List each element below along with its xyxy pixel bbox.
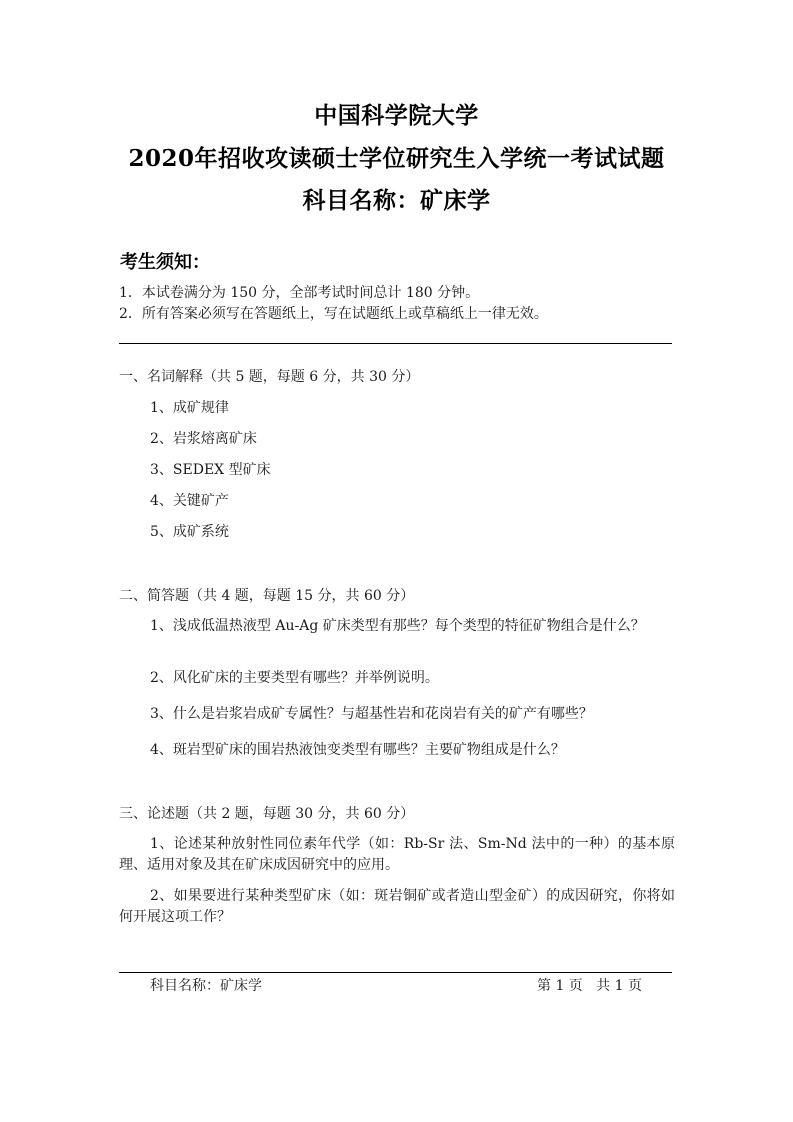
question-item: 3、SEDEX 型矿床 <box>150 462 271 478</box>
question-item: 5、成矿系统 <box>150 524 229 540</box>
subject-title: 科目名称：矿床学 <box>302 187 491 214</box>
notice-item: 1．本试卷满分为 150 分，全部考试时间总计 180 分钟。 <box>119 285 480 301</box>
section-heading-3: 三、论述题（共 2 题，每题 30 分，共 60 分） <box>119 806 415 822</box>
question-item: 2、如果要进行某种类型矿床（如：斑岩铜矿或者造山型金矿）的成因研究，你将如何开展这项工作？ <box>119 888 675 925</box>
footer-page-info: 第 1 页 共 1 页 <box>537 978 642 994</box>
institution-title: 中国科学院大学 <box>314 102 479 129</box>
notice-heading: 考生须知： <box>120 252 210 273</box>
footer-subject: 科目名称：矿床学 <box>150 978 262 994</box>
question-item: 1、成矿规律 <box>150 400 229 416</box>
question-item: 2、岩浆熔离矿床 <box>150 431 257 447</box>
footer-divider <box>119 972 672 973</box>
divider <box>119 343 672 344</box>
question-item: 3、什么是岩浆岩成矿专属性？与超基性岩和花岗岩有关的矿产有哪些？ <box>150 706 593 722</box>
notice-item: 2．所有答案必须写在答题纸上，写在试题纸上或草稿纸上一律无效。 <box>119 306 548 322</box>
question-item: 1、论述某种放射性同位素年代学（如：Rb-Sr 法、Sm-Nd 法中的一种）的基本原理、适用对象及其在矿床成因研究中的应用。 <box>119 836 675 873</box>
section-heading-1: 一、名词解释（共 5 题，每题 6 分，共 30 分） <box>119 369 420 385</box>
question-item: 1、浅成低温热液型 Au-Ag 矿床类型有那些？每个类型的特征矿物组合是什么？ <box>150 618 645 634</box>
section-heading-2: 二、简答题（共 4 题，每题 15 分，共 60 分） <box>119 588 415 604</box>
question-item: 2、风化矿床的主要类型有哪些？并举例说明。 <box>150 670 439 686</box>
question-item: 4、关键矿产 <box>150 493 229 509</box>
exam-title: 2020年招收攻读硕士学位研究生入学统一考试试题 <box>128 145 665 172</box>
question-item: 4、斑岩型矿床的围岩热液蚀变类型有哪些？主要矿物组成是什么？ <box>150 742 565 758</box>
